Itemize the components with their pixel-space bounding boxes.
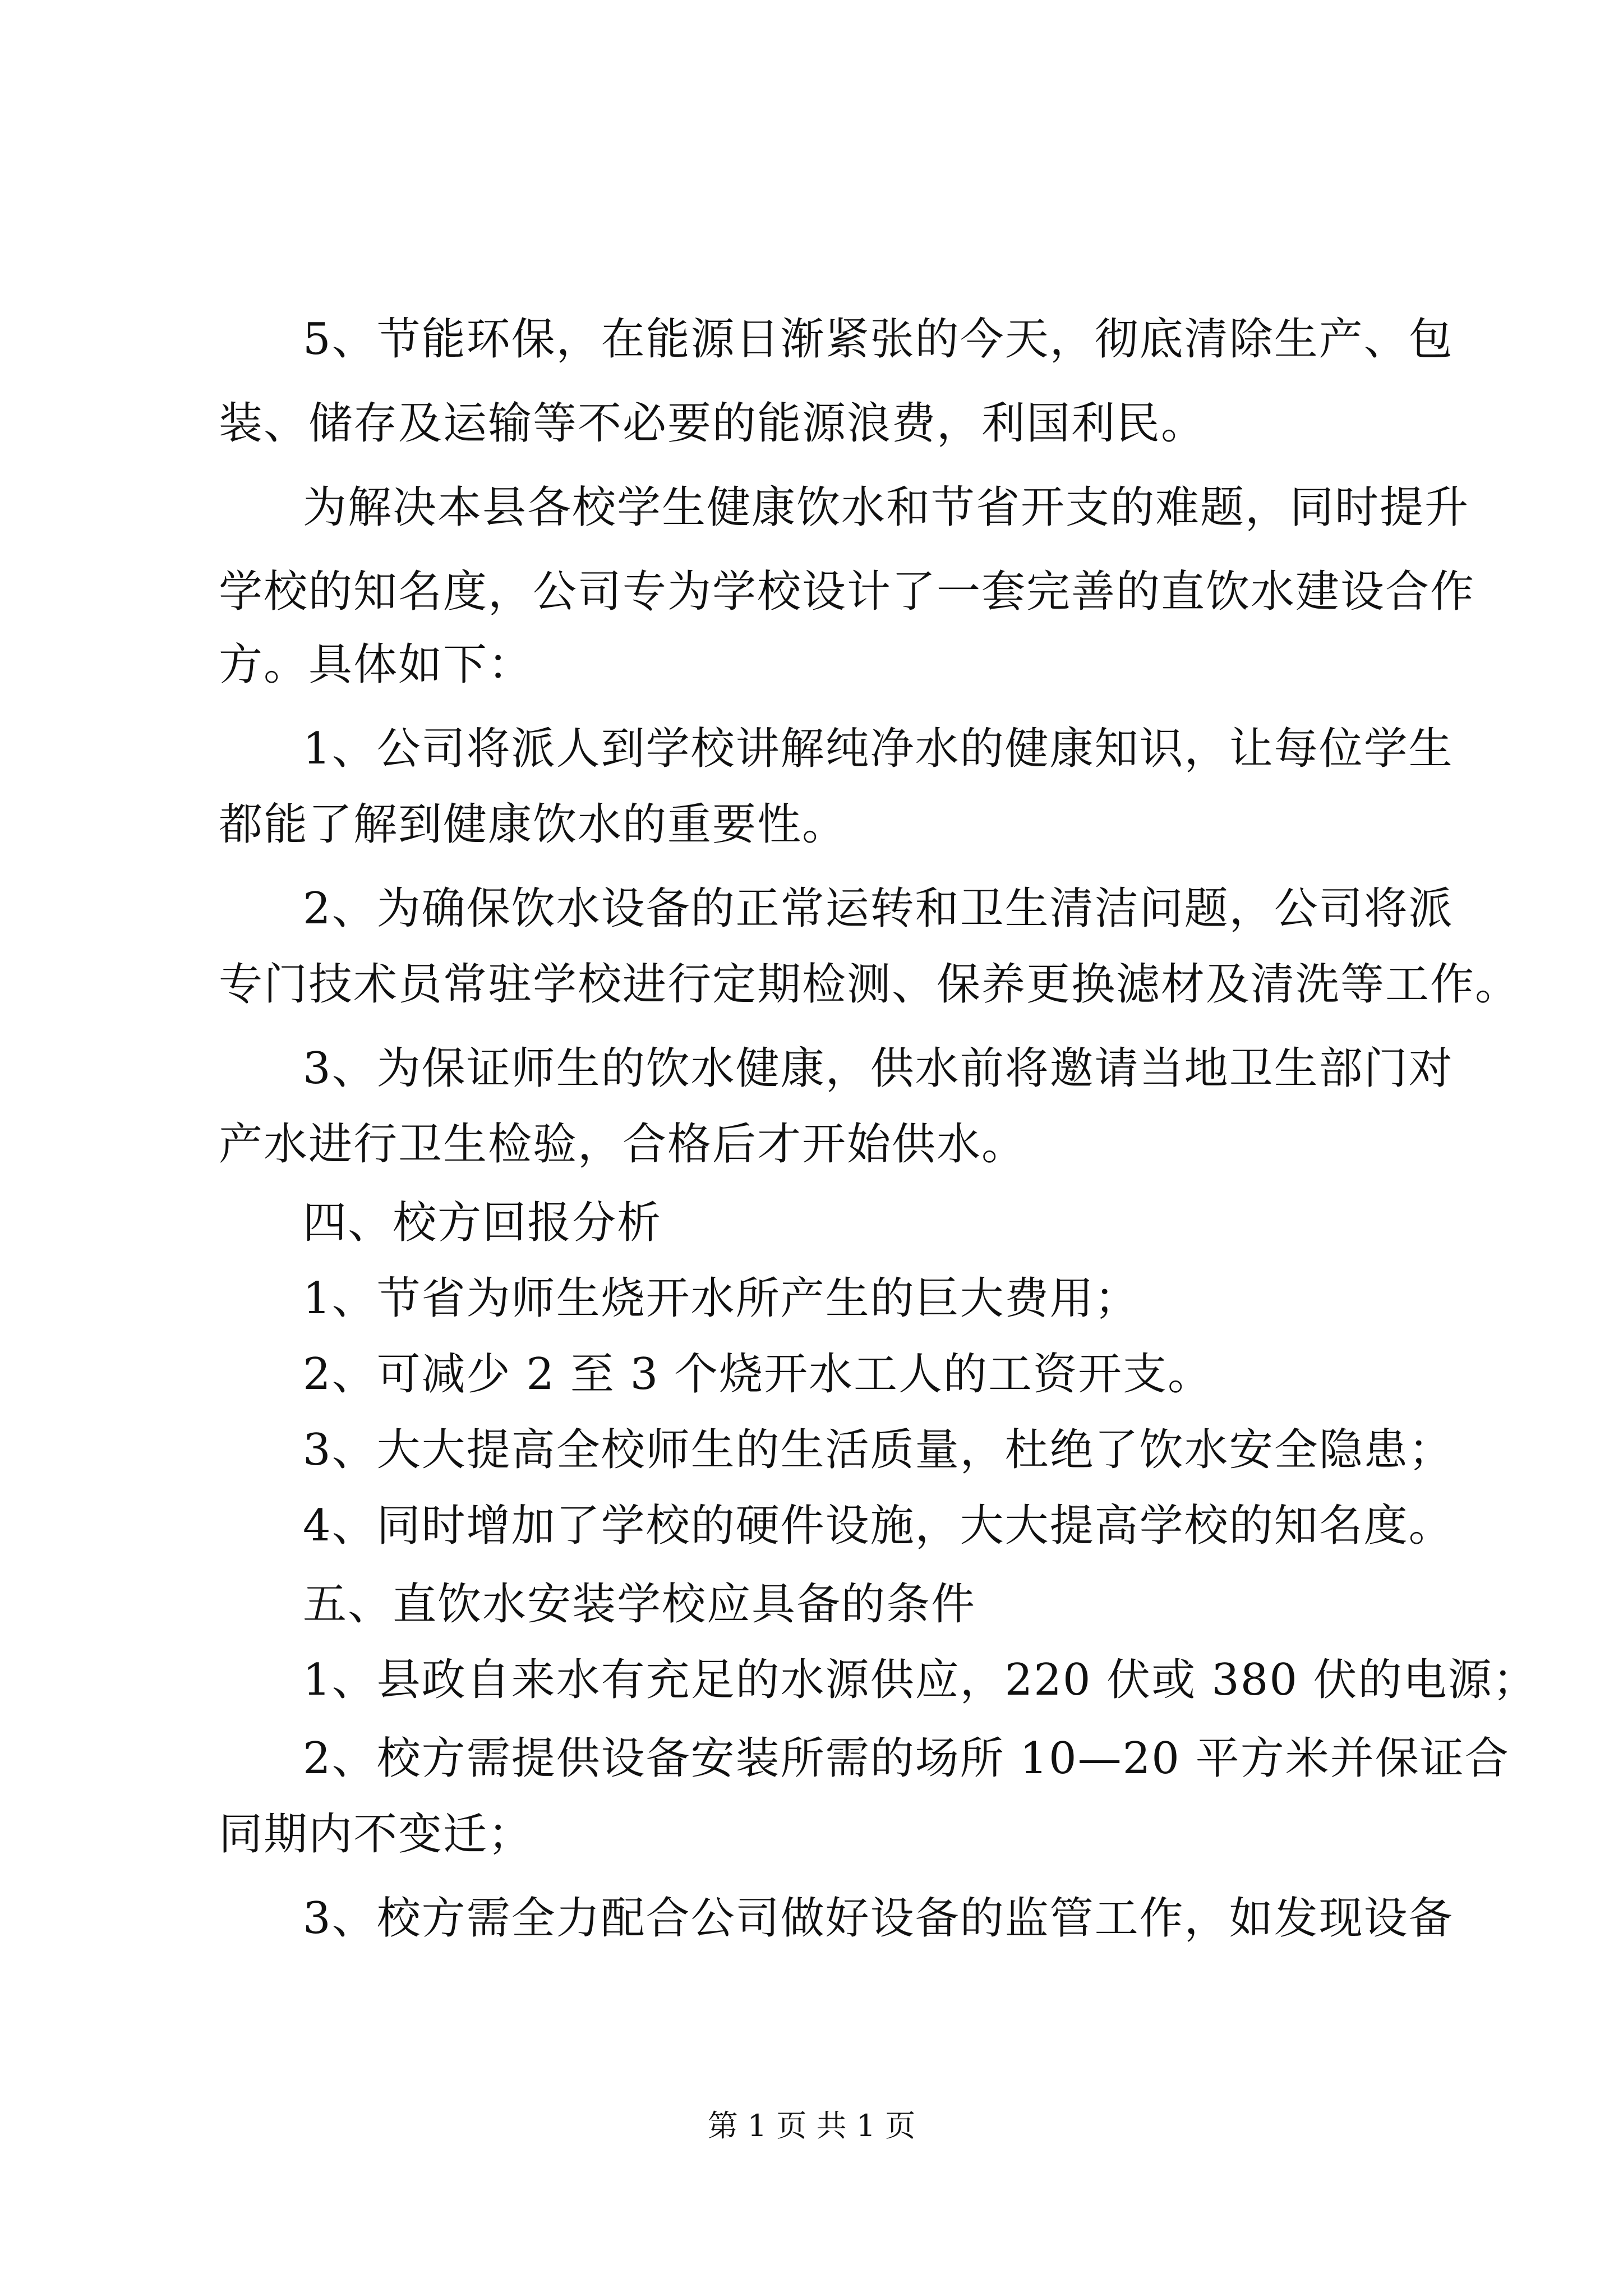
paragraph-line: 1、节省为师生烧开水所产生的巨大费用； [303,1273,1140,1324]
paragraph-line: 产水进行卫生检验，合格后才开始供水。 [219,1119,1027,1170]
paragraph-line: 2、可减少 2 至 3 个烧开水工人的工资开支。 [303,1349,1213,1400]
section-heading: 五、直饮水安装学校应具备的条件 [303,1579,976,1630]
paragraph-line: 3、大大提高全校师生的生活质量，杜绝了饮水安全隐患； [303,1425,1454,1475]
paragraph-line: 3、校方需全力配合公司做好设备的监管工作，如发现设备 [303,1893,1454,1944]
paragraph-line: 都能了解到健康饮水的重要性。 [219,799,847,850]
paragraph-line: 学校的知名度，公司专为学校设计了一套完善的直饮水建设合作 [219,567,1476,617]
paragraph-line: 3、为保证师生的饮水健康，供水前将邀请当地卫生部门对 [303,1043,1454,1094]
paragraph-line: 2、为确保饮水设备的正常运转和卫生清洁问题，公司将派 [303,884,1454,934]
paragraph-line: 方。具体如下： [219,639,533,690]
paragraph-line: 4、同时增加了学校的硬件设施，大大提高学校的知名度。 [303,1501,1454,1551]
paragraph-line: 5、节能环保，在能源日渐紧张的今天，彻底清除生产、包 [303,314,1454,365]
paragraph-line: 为解决本县各校学生健康饮水和节省开支的难题，同时提升 [303,482,1470,533]
page-footer: 第 1 页 共 1 页 [707,2108,916,2143]
section-heading: 四、校方回报分析 [303,1198,662,1248]
paragraph-line: 同期内不变迁； [219,1809,533,1860]
paragraph-line: 装、储存及运输等不必要的能源浪费，利国利民。 [219,398,1206,449]
paragraph-line: 专门技术员常驻学校进行定期检测、保养更换滤材及清洗等工作。 [219,959,1520,1010]
paragraph-line: 2、校方需提供设备安装所需的场所 10—20 平方米并保证合 [303,1733,1510,1784]
paragraph-line: 1、县政自来水有充足的水源供应，220 伏或 380 伏的电源； [303,1655,1538,1705]
paragraph-line: 1、公司将派人到学校讲解纯净水的健康知识，让每位学生 [303,724,1454,774]
